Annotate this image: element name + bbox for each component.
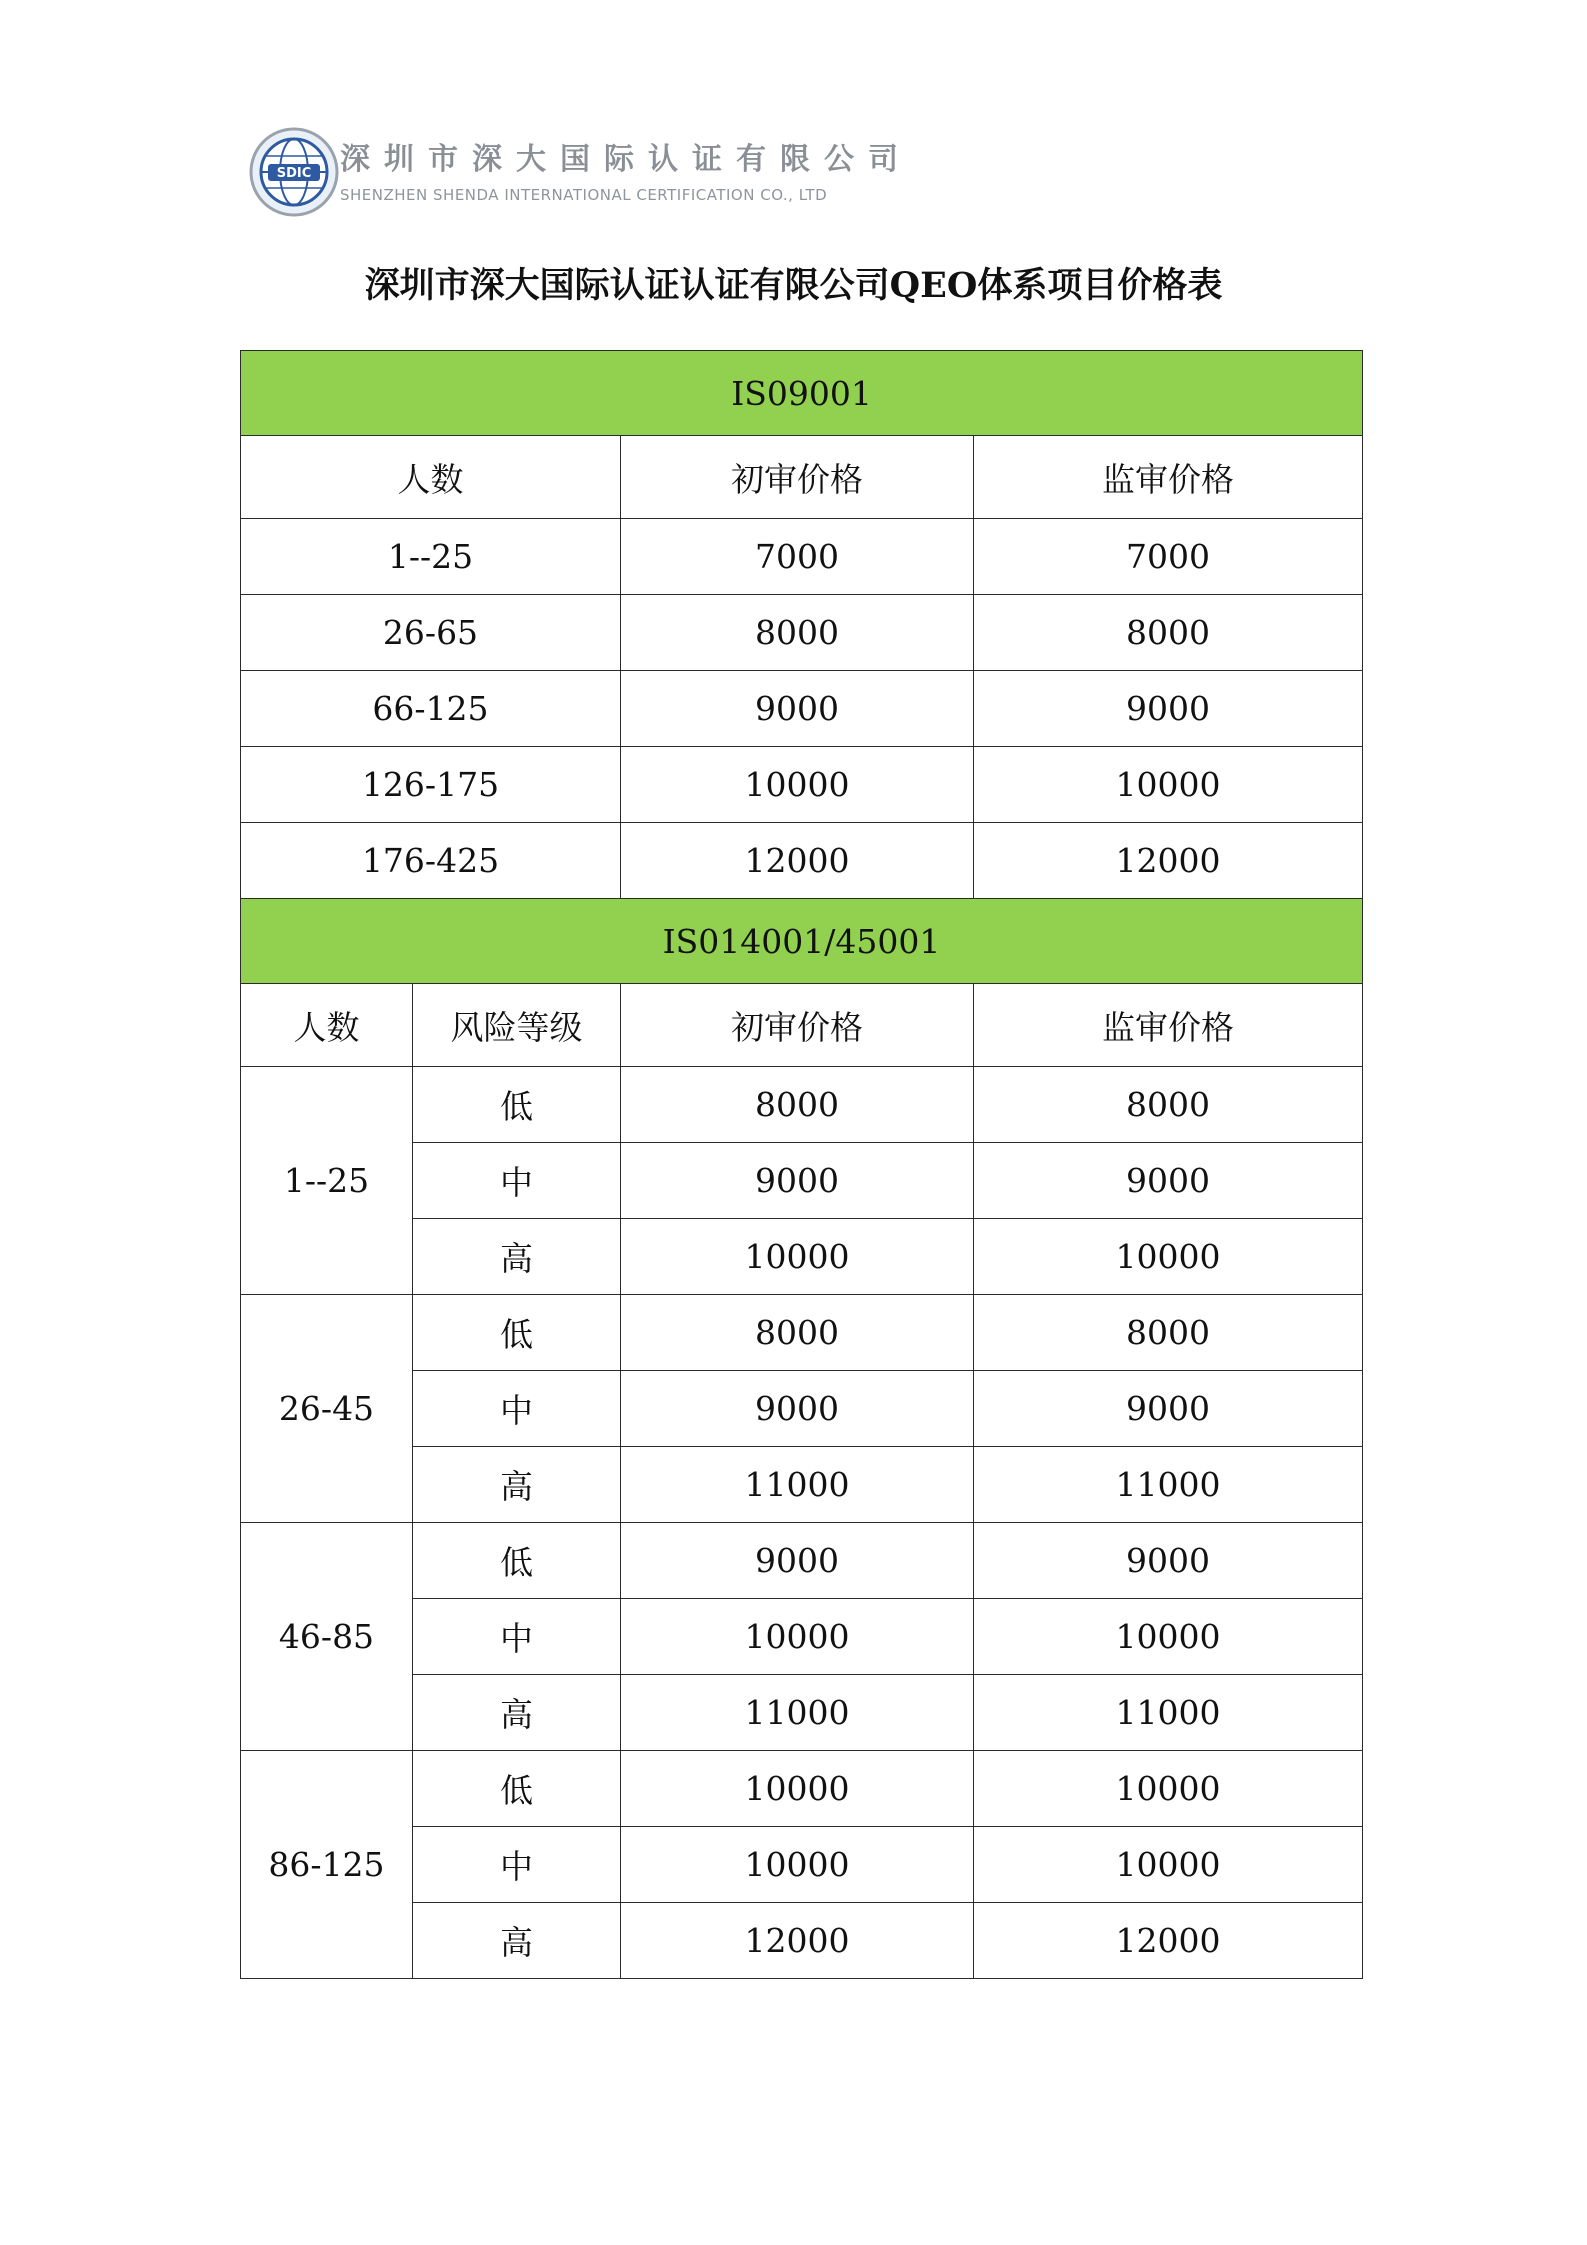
initial-price-cell: 8000 (621, 1067, 974, 1143)
initial-price-cell: 10000 (621, 1827, 974, 1903)
iso14001-price-row (241, 1295, 1363, 1371)
risk-level-cell: 中 (413, 1827, 621, 1903)
risk-level-cell: 高 (413, 1219, 621, 1295)
surveillance-price-cell: 10000 (974, 1751, 1363, 1827)
surveillance-price-cell: 12000 (974, 823, 1363, 899)
header-initial-price: 初审价格 (621, 436, 974, 519)
company-header (248, 122, 948, 222)
surveillance-price-cell: 8000 (974, 1067, 1363, 1143)
people-range-cell: 86-125 (241, 1751, 413, 1979)
header-surveillance-price: 监审价格 (974, 984, 1363, 1067)
surveillance-price-cell: 10000 (974, 1827, 1363, 1903)
initial-price-cell: 9000 (621, 1371, 974, 1447)
initial-price-cell: 10000 (621, 1751, 974, 1827)
people-range-cell: 1--25 (241, 1067, 413, 1295)
iso14001-price-row (241, 1523, 1363, 1599)
risk-level-cell: 中 (413, 1599, 621, 1675)
iso9001-price-row (241, 823, 1363, 899)
iso9001-price-row (241, 747, 1363, 823)
iso9001-title: IS09001 (241, 351, 1363, 436)
iso9001-section-row (241, 351, 1363, 436)
initial-price-cell: 8000 (621, 595, 974, 671)
company-logo (248, 126, 340, 218)
surveillance-price-cell: 10000 (974, 1599, 1363, 1675)
risk-level-cell: 低 (413, 1067, 621, 1143)
iso14001-section-row (241, 899, 1363, 984)
surveillance-price-cell: 9000 (974, 1143, 1363, 1219)
initial-price-cell: 9000 (621, 1523, 974, 1599)
surveillance-price-cell: 9000 (974, 671, 1363, 747)
risk-level-cell: 中 (413, 1371, 621, 1447)
header-people: 人数 (241, 436, 621, 519)
surveillance-price-cell: 8000 (974, 1295, 1363, 1371)
surveillance-price-cell: 10000 (974, 747, 1363, 823)
surveillance-price-cell: 11000 (974, 1675, 1363, 1751)
risk-level-cell: 高 (413, 1447, 621, 1523)
iso9001-header-row (241, 436, 1363, 519)
risk-level-cell: 高 (413, 1675, 621, 1751)
people-range-cell: 176-425 (241, 823, 621, 899)
people-range-cell: 46-85 (241, 1523, 413, 1751)
company-name-cn: 深圳市深大国际认证有限公司 (340, 142, 912, 177)
people-range-cell: 1--25 (241, 519, 621, 595)
surveillance-price-cell: 12000 (974, 1903, 1363, 1979)
initial-price-cell: 11000 (621, 1447, 974, 1523)
people-range-cell: 26-65 (241, 595, 621, 671)
header-risk-level: 风险等级 (413, 984, 621, 1067)
initial-price-cell: 7000 (621, 519, 974, 595)
iso9001-price-row (241, 595, 1363, 671)
initial-price-cell: 12000 (621, 823, 974, 899)
surveillance-price-cell: 9000 (974, 1523, 1363, 1599)
initial-price-cell: 12000 (621, 1903, 974, 1979)
initial-price-cell: 10000 (621, 747, 974, 823)
surveillance-price-cell: 9000 (974, 1371, 1363, 1447)
iso14001-header-row (241, 984, 1363, 1067)
header-people: 人数 (241, 984, 413, 1067)
company-name-en: SHENZHEN SHENDA INTERNATIONAL CERTIFICATION CO., LTD (340, 186, 828, 204)
header-surveillance-price: 监审价格 (974, 436, 1363, 519)
people-range-cell: 66-125 (241, 671, 621, 747)
surveillance-price-cell: 10000 (974, 1219, 1363, 1295)
page-title: 深圳市深大国际认证认证有限公司QEO体系项目价格表 (364, 265, 1223, 306)
price-table (240, 350, 1363, 1979)
risk-level-cell: 低 (413, 1523, 621, 1599)
iso14001-price-row (241, 1751, 1363, 1827)
surveillance-price-cell: 7000 (974, 519, 1363, 595)
logo-text: SDIC (276, 166, 312, 181)
risk-level-cell: 中 (413, 1143, 621, 1219)
iso9001-price-row (241, 671, 1363, 747)
iso9001-price-row (241, 519, 1363, 595)
initial-price-cell: 9000 (621, 671, 974, 747)
initial-price-cell: 11000 (621, 1675, 974, 1751)
risk-level-cell: 低 (413, 1751, 621, 1827)
surveillance-price-cell: 11000 (974, 1447, 1363, 1523)
surveillance-price-cell: 8000 (974, 595, 1363, 671)
risk-level-cell: 低 (413, 1295, 621, 1371)
iso14001-title: IS014001/45001 (241, 899, 1363, 984)
risk-level-cell: 高 (413, 1903, 621, 1979)
initial-price-cell: 10000 (621, 1219, 974, 1295)
people-range-cell: 126-175 (241, 747, 621, 823)
header-initial-price: 初审价格 (621, 984, 974, 1067)
initial-price-cell: 9000 (621, 1143, 974, 1219)
people-range-cell: 26-45 (241, 1295, 413, 1523)
iso14001-price-row (241, 1067, 1363, 1143)
initial-price-cell: 8000 (621, 1295, 974, 1371)
initial-price-cell: 10000 (621, 1599, 974, 1675)
